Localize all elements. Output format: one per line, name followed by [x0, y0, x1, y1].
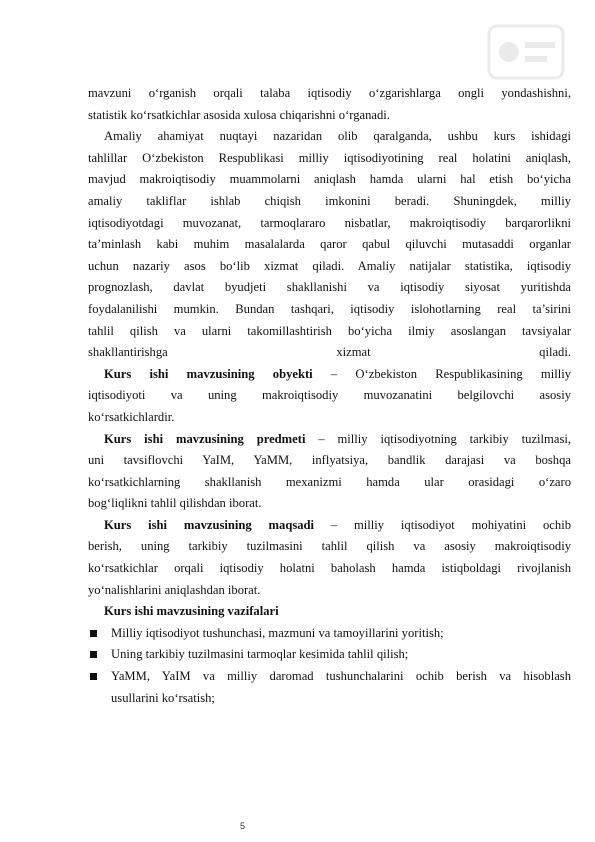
- line: ko‘rsatkichlardir.: [88, 409, 175, 424]
- list-item: YaMM, YaIM va milliy daromad tushunchalarini ochib berish va hisoblash: [88, 666, 571, 688]
- line: bog‘liqlikni tahlil qilishdan iborat.: [88, 496, 262, 511]
- line: uni tavsiflovchi YaIM, YaMM, inflyatsiya, bandlik darajasi va boshqa: [88, 453, 571, 468]
- line: berish, uning tarkibiy tuzilmasini tahlil qilish va asosiy makroiqtisodiy: [88, 539, 571, 554]
- bullet-square-icon: [90, 630, 97, 637]
- list-item: Uning tarkibiy tuzilmasini tarmoqlar kesimida tahlil qilish;: [88, 644, 571, 666]
- heading-obyekti: Kurs ishi mavzusining obyekti: [104, 366, 313, 381]
- line: mavjud makroiqtisodiy muammolarni aniqlash hamda ularni hal etish bo‘yicha: [88, 172, 571, 187]
- line: iqtisodiyotdagi muvozanat, tarmoqlararo nisbatlar, makroiqtisodiy barqarorlikni: [88, 215, 571, 230]
- line: foydalanilishi mumkin. Bundan tashqari, iqtisodiy islohotlarning real ta’sirini: [88, 301, 571, 316]
- heading-maqsadi: Kurs ishi mavzusining maqsadi: [104, 517, 315, 532]
- list-item-continuation: usullarini ko‘rsatish;: [111, 690, 215, 705]
- bullet-square-icon: [90, 673, 97, 680]
- line: iqtisodiyoti va uning makroiqtisodiy muvozanatini belgilovchi asosiy: [88, 388, 571, 403]
- line: mavzuni o‘rganish orqali talaba iqtisodiy o‘zgarishlarga ongli yondashishni,: [88, 86, 571, 100]
- line: statistik ko‘rsatkichlar asosida xulosa chiqarishni o‘rganadi.: [88, 107, 390, 122]
- heading-vazifalari: Kurs ishi mavzusining vazifalari: [104, 604, 279, 619]
- watermark-logo-icon: [487, 24, 565, 80]
- heading-predmeti: Kurs ishi mavzusining predmeti: [104, 431, 306, 446]
- line: amaliy takliflar ishlab chiqish imkonini beradi. Shuningdek, milliy: [88, 193, 571, 208]
- line: yo‘nalishlarini aniqlashdan iborat.: [88, 582, 261, 597]
- page-number: 5: [240, 821, 246, 831]
- line: Amaliy ahamiyat nuqtayi nazaridan olib qaralganda, ushbu kurs ishidagi: [104, 129, 571, 144]
- line: uchun nazariy asos bo‘lib xizmat qiladi. Amaliy natijalar statistika, iqtisodiy: [88, 258, 571, 273]
- body-text: [88, 83, 571, 709]
- line: ta’minlash kabi muhim masalalarda qaror qabul qiluvchi mutasaddi organlar: [88, 237, 571, 252]
- line: Kurs ishi mavzusining maqsadi – milliy iqtisodiyot mohiyatini ochib: [104, 517, 571, 532]
- line: shakllantirishga xizmat qiladi.: [88, 345, 571, 360]
- line: Kurs ishi mavzusining predmeti – milliy iqtisodiyotning tarkibiy tuzilmasi,: [104, 431, 571, 446]
- line: tahlillar O‘zbekiston Respublikasi milliy iqtisodiyotining real holatini aniqlash,: [88, 150, 571, 165]
- list-item: Milliy iqtisodiyot tushunchasi, mazmuni va tamoyillarini yoritish;: [88, 623, 571, 645]
- line: prognozlash, davlat byudjeti shakllanishi va iqtisodiy siyosat yuritishda: [88, 280, 571, 295]
- line: Kurs ishi mavzusining obyekti – O‘zbekiston Respublikasining milliy: [104, 366, 571, 381]
- line: ko‘rsatkichlarning shakllanish mexanizmi hamda ular orasidagi o‘zaro: [88, 474, 571, 489]
- bullet-square-icon: [90, 651, 97, 658]
- line: ko‘rsatkichlar orqali iqtisodiy holatni baholash hamda istiqboldagi rivojlanish: [88, 561, 571, 576]
- line: tahlil qilish va ularni takomillashtirish bo‘yicha ilmiy asoslangan tavsiyalar: [88, 323, 571, 338]
